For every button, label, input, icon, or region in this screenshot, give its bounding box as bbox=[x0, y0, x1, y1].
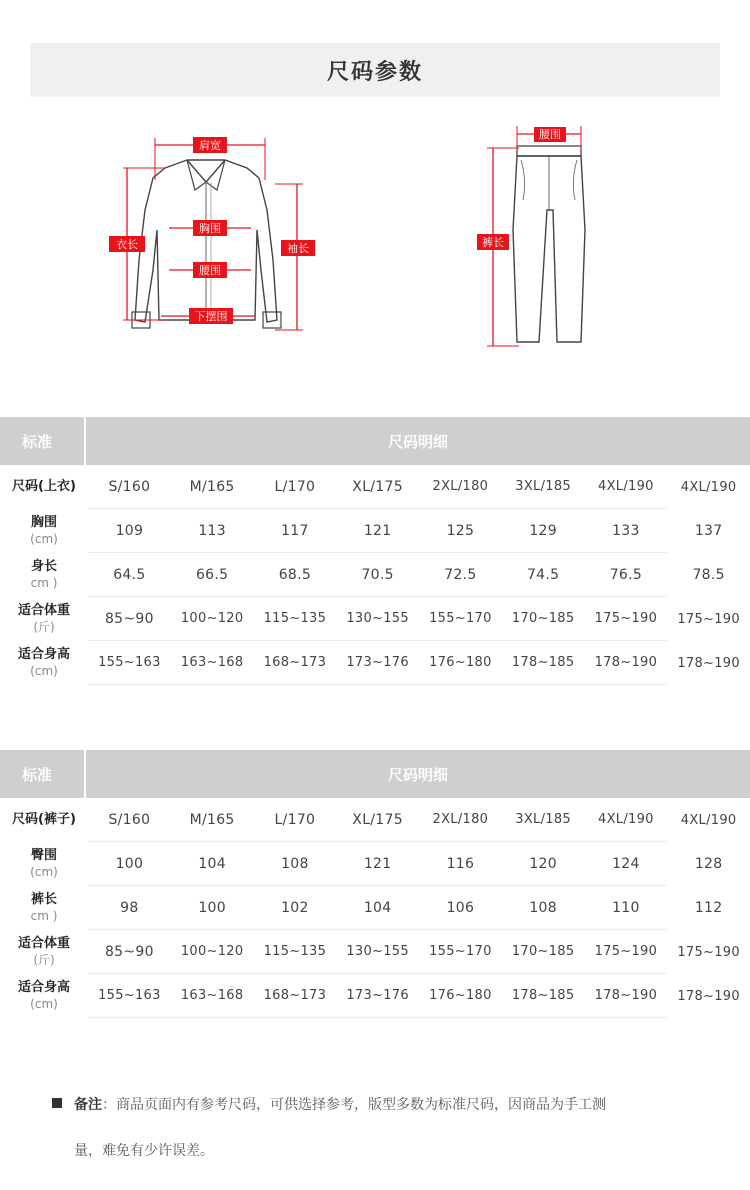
table-cell: 3XL/185 bbox=[502, 465, 585, 509]
table-cell: 178~190 bbox=[677, 655, 740, 671]
table-cell: 137 bbox=[694, 523, 723, 539]
table-cell: 128 bbox=[694, 856, 723, 872]
table-cell: 110 bbox=[585, 886, 668, 930]
row-label bbox=[0, 974, 88, 1018]
table-cell: 102 bbox=[254, 886, 337, 930]
row-label-text: 臀围 bbox=[30, 848, 57, 863]
pants-length-label: 裤长 bbox=[482, 236, 504, 249]
header-detail: 尺码明细 bbox=[387, 432, 448, 451]
table-cell: 85~90 bbox=[88, 597, 171, 641]
table-cell: 104 bbox=[336, 886, 419, 930]
table-cell: 176~180 bbox=[419, 974, 502, 1018]
table-row bbox=[0, 842, 750, 886]
table-row bbox=[0, 509, 750, 553]
table-cell: 168~173 bbox=[254, 641, 337, 685]
pants-illustration bbox=[475, 120, 600, 360]
table-cell: 168~173 bbox=[254, 974, 337, 1018]
table-cell: 163~168 bbox=[171, 974, 254, 1018]
sleeve-label: 袖长 bbox=[287, 242, 309, 255]
table-cell: XL/175 bbox=[336, 798, 419, 842]
row-label bbox=[0, 641, 88, 685]
table-row bbox=[0, 974, 750, 1018]
row-unit: cm ) bbox=[30, 576, 58, 590]
row-label bbox=[0, 930, 88, 974]
table-cell: 2XL/180 bbox=[419, 465, 502, 509]
table-row bbox=[0, 553, 750, 597]
table-row bbox=[0, 597, 750, 641]
tops-size-table bbox=[0, 417, 750, 685]
table-cell: 155~163 bbox=[88, 641, 171, 685]
table-row bbox=[0, 641, 750, 685]
pants-size-table bbox=[0, 750, 750, 1018]
table-cell: 125 bbox=[419, 509, 502, 553]
table-cell: 64.5 bbox=[88, 553, 171, 597]
table-cell: 74.5 bbox=[502, 553, 585, 597]
table-cell: 130~155 bbox=[336, 597, 419, 641]
page-title: 尺码参数 bbox=[30, 43, 720, 97]
tops-table-rows bbox=[0, 465, 750, 685]
row-label bbox=[0, 886, 88, 930]
header-standard: 标准 bbox=[0, 417, 86, 465]
row-unit: (斤) bbox=[33, 620, 55, 634]
table-cell: S/160 bbox=[88, 465, 171, 509]
table-cell: L/170 bbox=[254, 465, 337, 509]
table-cell: 3XL/185 bbox=[502, 798, 585, 842]
table-cell: 120 bbox=[502, 842, 585, 886]
table-row bbox=[0, 886, 750, 930]
note-section bbox=[52, 1082, 722, 1174]
table-cell: 100~120 bbox=[171, 597, 254, 641]
table-cell: 178~185 bbox=[502, 641, 585, 685]
shirt-diagram bbox=[105, 120, 330, 350]
row-label-text: 适合体重 bbox=[17, 603, 70, 618]
table-cell: 175~190 bbox=[677, 944, 740, 960]
table-cell: 66.5 bbox=[171, 553, 254, 597]
row-label-text: 尺码(裤子) bbox=[12, 812, 76, 827]
row-label-text: 身长 bbox=[30, 559, 57, 574]
table-cell: 112 bbox=[694, 900, 723, 916]
table-cell: 4XL/190 bbox=[585, 465, 668, 509]
header-standard: 标准 bbox=[0, 750, 86, 798]
pants-table-header bbox=[0, 750, 750, 798]
table-cell: 109 bbox=[88, 509, 171, 553]
row-label bbox=[0, 842, 88, 886]
table-cell: 78.5 bbox=[692, 567, 725, 583]
table-cell: 70.5 bbox=[336, 553, 419, 597]
table-cell: 100~120 bbox=[171, 930, 254, 974]
table-cell: 130~155 bbox=[336, 930, 419, 974]
row-label bbox=[0, 509, 88, 553]
table-cell: 173~176 bbox=[336, 974, 419, 1018]
length-label: 衣长 bbox=[116, 238, 138, 251]
table-cell: XL/175 bbox=[336, 465, 419, 509]
pants-diagram bbox=[475, 120, 600, 360]
table-cell: 100 bbox=[171, 886, 254, 930]
table-cell: 108 bbox=[502, 886, 585, 930]
row-label bbox=[0, 597, 88, 641]
table-cell: 4XL/190 bbox=[585, 798, 668, 842]
row-unit: (cm) bbox=[30, 997, 58, 1011]
table-cell: 175~190 bbox=[677, 611, 740, 627]
table-cell: 178~185 bbox=[502, 974, 585, 1018]
row-label-text: 适合身高 bbox=[17, 980, 70, 995]
table-cell: 104 bbox=[171, 842, 254, 886]
table-cell: 115~135 bbox=[254, 597, 337, 641]
table-cell: 121 bbox=[336, 842, 419, 886]
row-label-text: 裤长 bbox=[30, 892, 57, 907]
table-cell: 2XL/180 bbox=[419, 798, 502, 842]
table-cell: 113 bbox=[171, 509, 254, 553]
table-cell: 124 bbox=[585, 842, 668, 886]
row-label bbox=[0, 553, 88, 597]
table-cell: L/170 bbox=[254, 798, 337, 842]
chest-label: 胸围 bbox=[199, 222, 221, 235]
table-cell: 133 bbox=[585, 509, 668, 553]
row-unit: (cm) bbox=[30, 865, 58, 879]
tops-table-header bbox=[0, 417, 750, 465]
table-cell: M/165 bbox=[171, 798, 254, 842]
table-cell: 100 bbox=[88, 842, 171, 886]
row-label-text: 适合身高 bbox=[17, 647, 70, 662]
table-cell: 170~185 bbox=[502, 597, 585, 641]
row-label bbox=[0, 798, 88, 842]
note-line2: 量，难免有少许误差。 bbox=[74, 1143, 214, 1159]
table-cell: 117 bbox=[254, 509, 337, 553]
table-cell: M/165 bbox=[171, 465, 254, 509]
bullet-icon bbox=[52, 1098, 62, 1108]
table-cell: 121 bbox=[336, 509, 419, 553]
row-label-text: 适合体重 bbox=[17, 936, 70, 951]
table-cell: 115~135 bbox=[254, 930, 337, 974]
table-cell: 72.5 bbox=[419, 553, 502, 597]
table-cell: 4XL/190 bbox=[680, 479, 737, 495]
table-cell: 98 bbox=[88, 886, 171, 930]
table-cell: 116 bbox=[419, 842, 502, 886]
row-unit: (斤) bbox=[33, 953, 55, 967]
table-cell: 155~170 bbox=[419, 930, 502, 974]
waist-label: 腰围 bbox=[199, 264, 221, 277]
row-unit: cm ) bbox=[30, 909, 58, 923]
shoulder-label: 肩宽 bbox=[199, 139, 221, 152]
header-detail: 尺码明细 bbox=[387, 765, 448, 784]
table-cell: 170~185 bbox=[502, 930, 585, 974]
table-cell: 4XL/190 bbox=[680, 812, 737, 828]
table-cell: 108 bbox=[254, 842, 337, 886]
table-cell: 106 bbox=[419, 886, 502, 930]
row-label bbox=[0, 465, 88, 509]
table-cell: 85~90 bbox=[88, 930, 171, 974]
table-cell: 163~168 bbox=[171, 641, 254, 685]
table-cell: 155~170 bbox=[419, 597, 502, 641]
table-cell: 178~190 bbox=[677, 988, 740, 1004]
pants-table-rows bbox=[0, 798, 750, 1018]
table-row bbox=[0, 798, 750, 842]
hem-label: 下摆围 bbox=[194, 310, 228, 323]
row-unit: (cm) bbox=[30, 664, 58, 678]
table-cell: 178~190 bbox=[585, 641, 668, 685]
table-cell: 129 bbox=[502, 509, 585, 553]
pants-waist-label: 腰围 bbox=[539, 128, 561, 141]
shirt-illustration bbox=[105, 120, 330, 350]
row-label-text: 胸围 bbox=[30, 515, 57, 530]
table-cell: S/160 bbox=[88, 798, 171, 842]
table-cell: 176~180 bbox=[419, 641, 502, 685]
note-key: 备注 bbox=[74, 1097, 102, 1113]
table-cell: 76.5 bbox=[585, 553, 668, 597]
table-cell: 68.5 bbox=[254, 553, 337, 597]
table-cell: 155~163 bbox=[88, 974, 171, 1018]
row-unit: (cm) bbox=[30, 532, 58, 546]
table-row bbox=[0, 930, 750, 974]
table-cell: 178~190 bbox=[585, 974, 668, 1018]
table-row bbox=[0, 465, 750, 509]
table-cell: 175~190 bbox=[585, 597, 668, 641]
note-line1: ：商品页面内有参考尺码，可供选择参考，版型多数为标准尺码，因商品为手工测 bbox=[102, 1097, 606, 1113]
table-cell: 173~176 bbox=[336, 641, 419, 685]
table-cell: 175~190 bbox=[585, 930, 668, 974]
row-label-text: 尺码(上衣) bbox=[12, 479, 76, 494]
